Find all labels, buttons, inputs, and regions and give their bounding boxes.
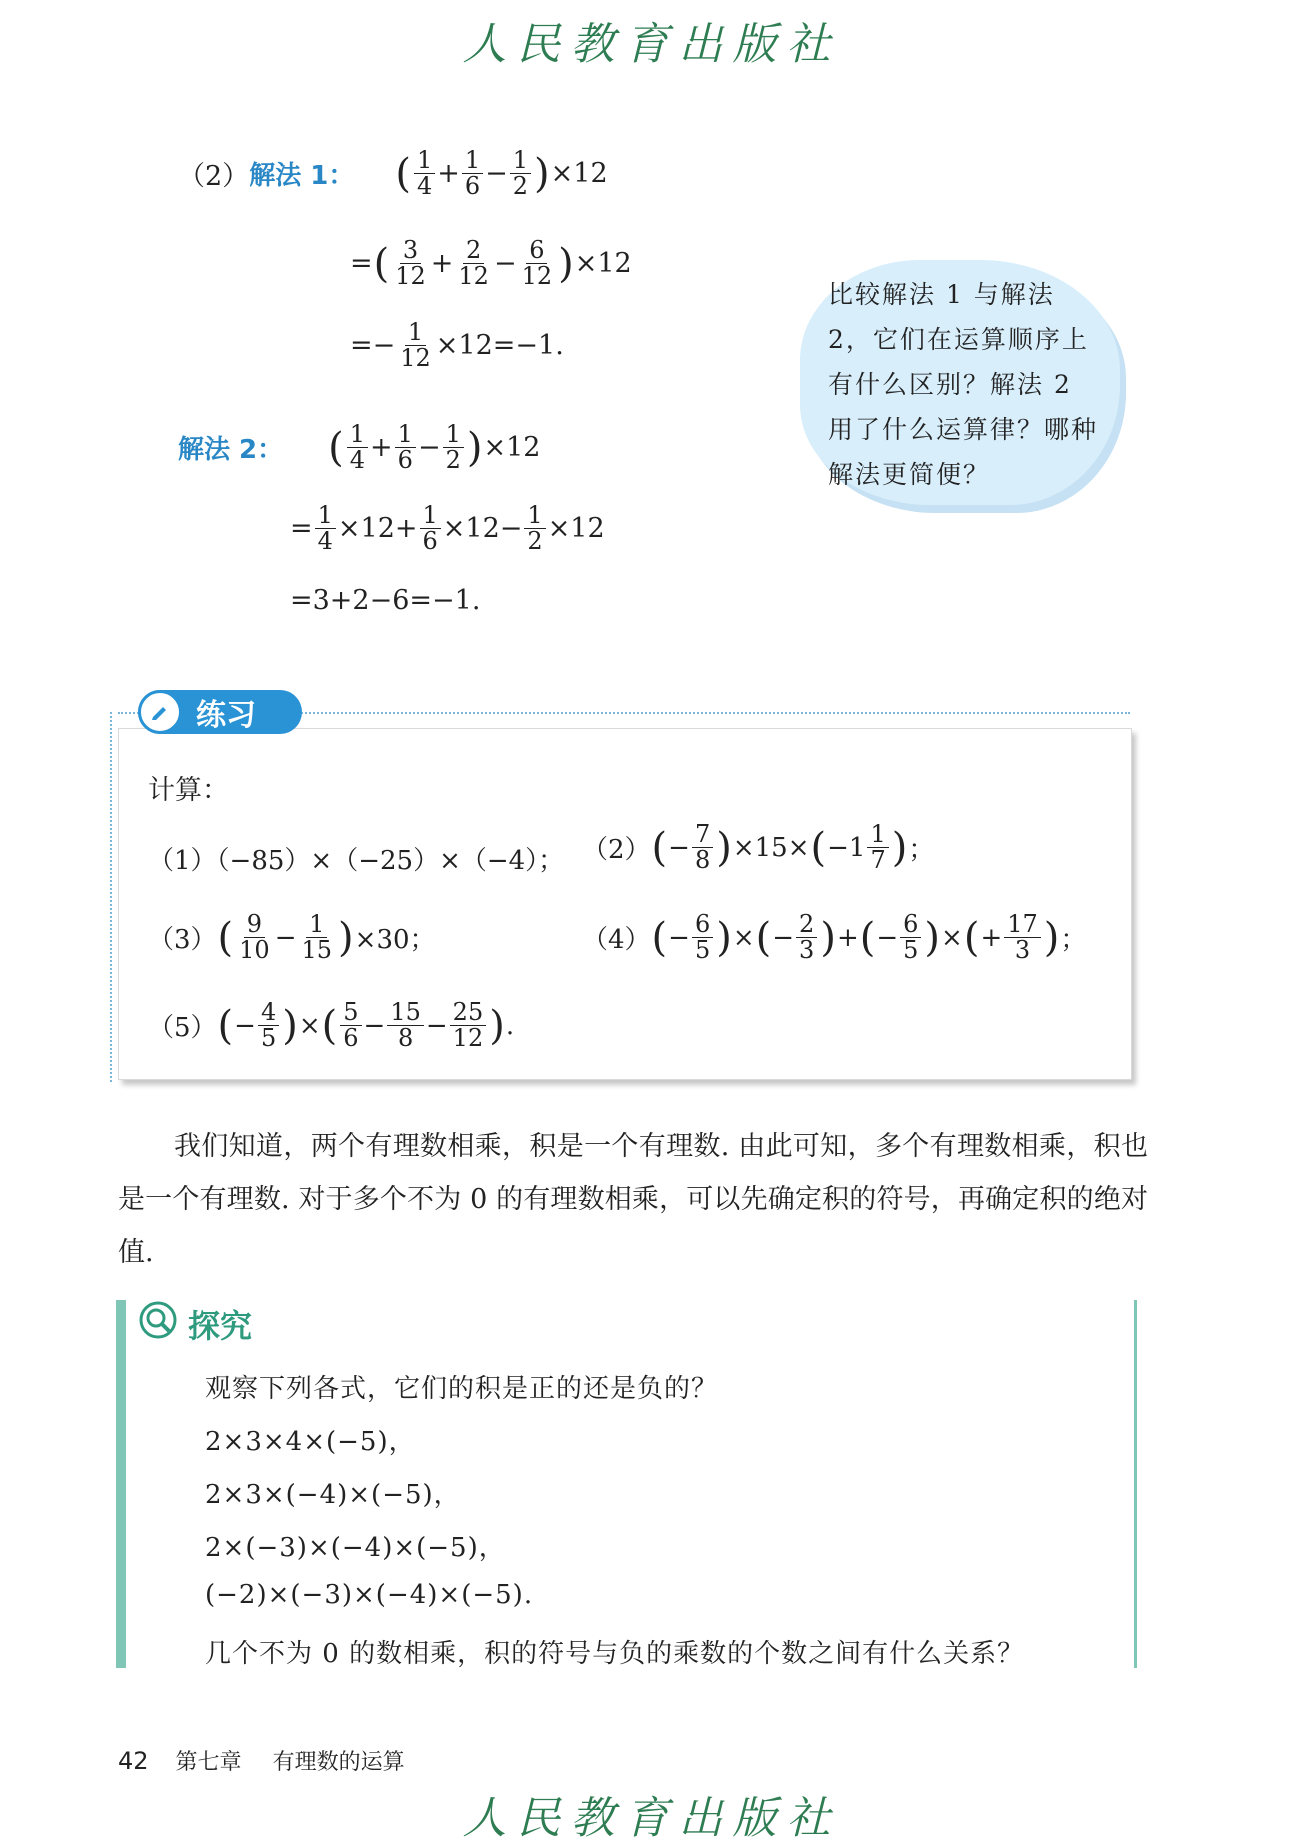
exercise-problem-2: （2） ( − $\frac{7}{8}$ ) ×15× ( −1 $\frac{1}{7}$ ) ；: [582, 820, 935, 875]
solution-1-line-1: （2） 解法 1： ( $\frac{1}{4}$ + $\frac{1}{6}$ − $\frac{1}{2}$ ) ×12: [178, 146, 608, 201]
times-12: ×12: [574, 248, 632, 280]
solution-1-line-3: =− $\frac{1}{12}$ ×12=−1.: [350, 318, 564, 373]
problem-2-label: （2）: [582, 835, 651, 866]
explore-line-1: 观察下列各式，它们的积是正的还是负的？: [205, 1374, 719, 1404]
explore-left-bar: [116, 1300, 126, 1668]
explore-header: [138, 1300, 252, 1348]
pencil-icon: [138, 690, 182, 734]
tip-text: 比较解法 1 与解法 2，它们在运算顺序上有什么区别？解法 2 用了什么运算律？哪种解法更简便？: [828, 280, 1099, 489]
explore-right-line: [1134, 1300, 1137, 1668]
exercise-intro: 计算：: [148, 775, 229, 806]
solution-2-line-2: = $\frac{1}{4}$ ×12+ $\frac{1}{6}$ ×12− $\frac{1}{2}$ ×12: [290, 501, 605, 556]
page-footer: [118, 1745, 405, 1776]
explore-line-5: (−2)×(−3)×(−4)×(−5).: [205, 1580, 534, 1610]
publisher-header: 人民教育出版社: [462, 19, 841, 70]
solution-2-line-3: =3+2−6=−1.: [290, 585, 481, 616]
exercise-problem-5: （5） ( − $\frac{4}{5}$ ) × ( $\frac{5}{6}$ − $\frac{15}{8}$ − $\frac{25}{12}$ ) .: [148, 998, 515, 1053]
chapter-title: 有理数的运算: [272, 1750, 405, 1775]
solution-1-line-2: = ( $\frac{3}{12}$ + $\frac{2}{12}$ − $\frac{6}{12}$ ) ×12: [350, 236, 632, 291]
solution-label-prefix: （2）: [178, 161, 250, 193]
magnifier-icon: [138, 1300, 178, 1348]
publisher-footer: 人民教育出版社: [462, 1793, 841, 1844]
explore-line-6: 几个不为 0 的数相乘，积的符号与负的乘数的个数之间有什么关系？: [205, 1639, 1025, 1669]
exercise-problem-4: （4） ( − $\frac{6}{5}$ ) × ( − $\frac{2}{3}$ ) + ( − $\frac{6}{5}$ ) × ( + $\frac{17}{3}$ ) ；: [582, 910, 1087, 965]
explore-line-3: 2×3×(−4)×(−5)，: [205, 1480, 461, 1510]
problem-5-label: （5）: [148, 1013, 217, 1044]
problem-3-label: （3）: [148, 925, 217, 956]
solution-1-result: ×12=−1.: [435, 330, 564, 362]
explore-title: 探究: [188, 1307, 253, 1345]
problem-4-label: （4）: [582, 925, 651, 956]
explore-line-2: 2×3×4×(−5)，: [205, 1427, 416, 1457]
exercise-header: [138, 690, 302, 734]
solution-1-label: 解法 1：: [249, 161, 355, 192]
page-number: 42: [118, 1747, 149, 1775]
solution-2-label: 解法 2：: [178, 435, 284, 466]
solution-2-line-1: 解法 2： ( $\frac{1}{4}$ + $\frac{1}{6}$ − $\frac{1}{2}$ ) ×12: [178, 420, 541, 475]
explore-line-4: 2×(−3)×(−4)×(−5)，: [205, 1533, 506, 1563]
times-12: ×12: [550, 158, 608, 190]
body-paragraph: 我们知道，两个有理数相乘，积是一个有理数. 由此可知，多个有理数相乘，积也是一个有理数. 对于多个不为 0 的有理数相乘，可以先确定积的符号，再确定积的绝对值.: [118, 1131, 1148, 1268]
exercise-problem-3: （3） ( $\frac{9}{10}$ − $\frac{1}{15}$ ) ×30；: [148, 910, 436, 965]
chapter-label: 第七章: [175, 1750, 242, 1775]
times-12: ×12: [483, 432, 541, 464]
exercise-problem-1: （1）（−85）×（−25）×（−4）；: [148, 846, 565, 876]
exercise-dotted-left: [110, 712, 112, 1082]
exercise-title: 练习: [196, 698, 256, 733]
